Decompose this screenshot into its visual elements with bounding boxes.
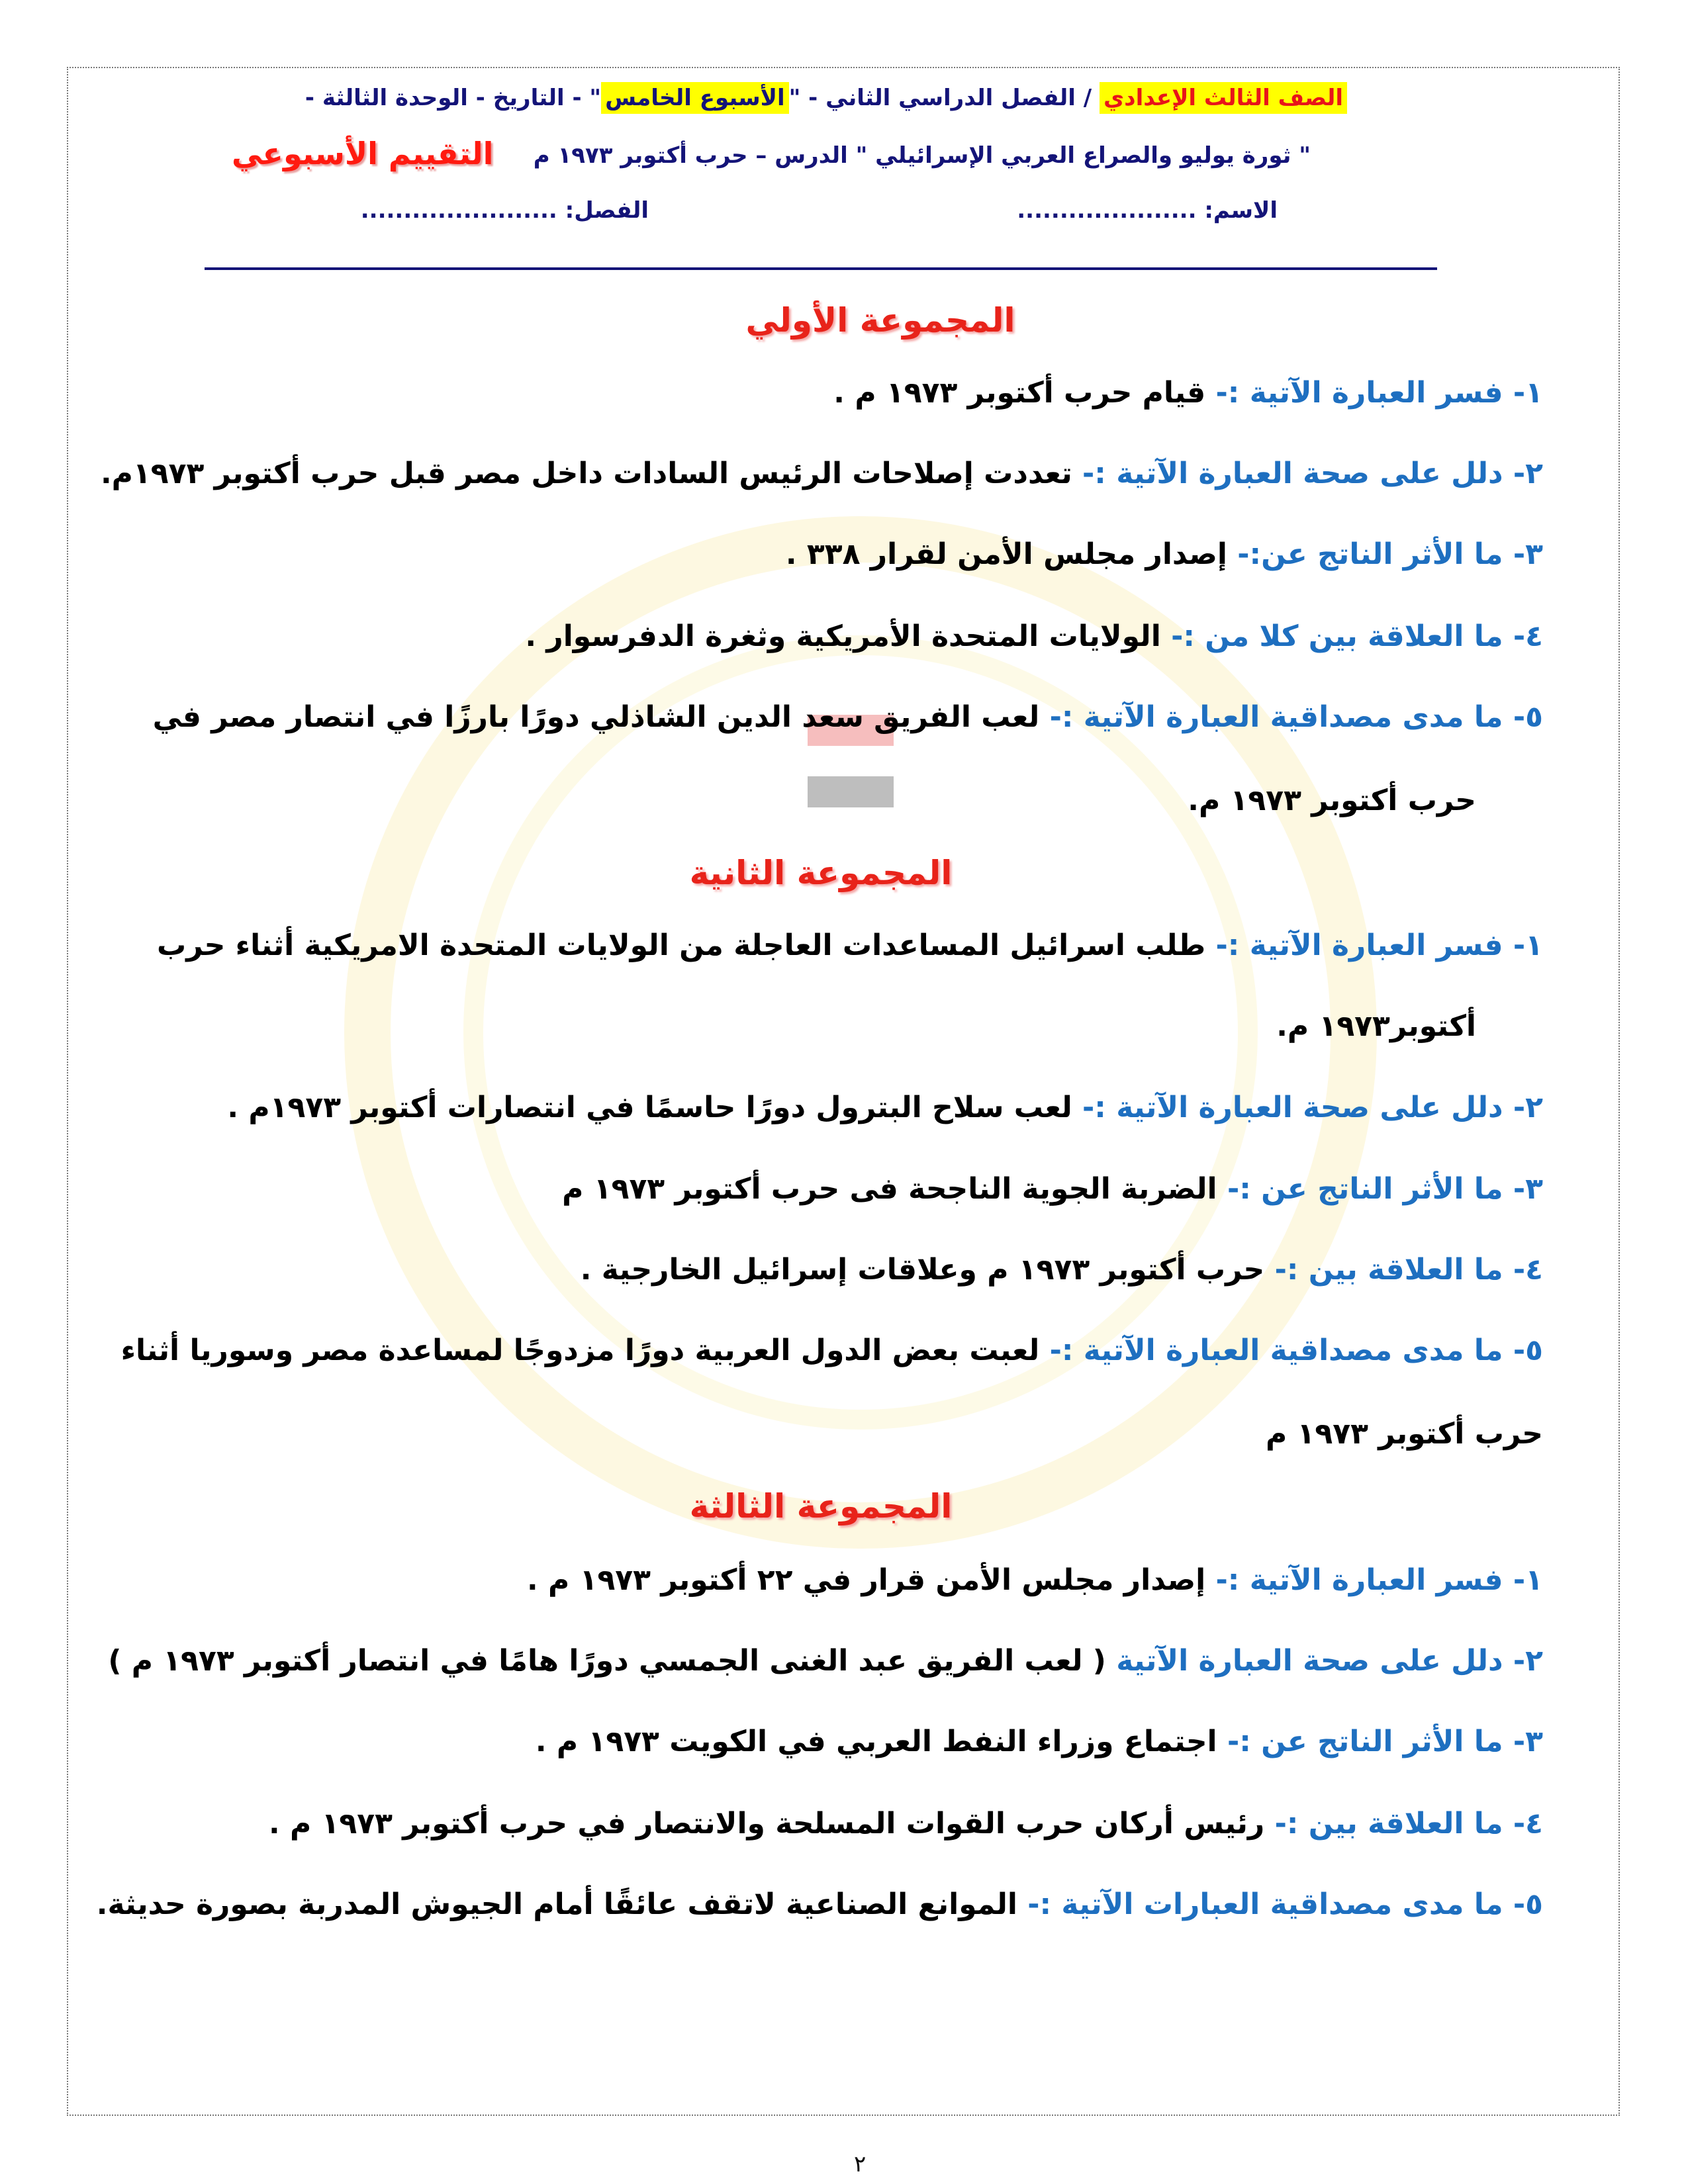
class-field: الفصل: ....................... (360, 197, 649, 224)
question-continuation: حرب أكتوبر ١٩٧٣ م. (1188, 784, 1476, 817)
week-label: الأسبوع الخامس (601, 82, 788, 114)
question: ٣- ما الأثر الناتج عن :- الضربة الجوية الناجحة فى حرب أكتوبر ١٩٧٣ م (562, 1172, 1543, 1206)
question: ٤- ما العلاقة بين كلا من :- الولايات المتحدة الأمريكية وثغرة الدفرسوار . (525, 619, 1543, 653)
header-line-1 (305, 85, 1347, 111)
group-title: المجموعة الثانية (689, 854, 953, 892)
question: ٤- ما العلاقة بين :- حرب أكتوبر ١٩٧٣ م وعلاقات إسرائيل الخارجية . (580, 1253, 1543, 1287)
question: ٥- ما مدى مصداقية العبارات الآتية :- الموانع الصناعية لاتقف عائقًا أمام الجيوش المدربة بصورة حديثة. (96, 1888, 1543, 1921)
group-title: المجموعة الأولي (745, 301, 1015, 340)
question: ٣- ما الأثر الناتج عن :- اجتماع وزراء النفط العربي في الكويت ١٩٧٣ م . (535, 1725, 1543, 1758)
separator: / (1075, 85, 1100, 111)
question: ٢- دلل على صحة العبارة الآتية :- تعددت إصلاحات الرئيس السادات داخل مصر قبل حرب أكتوبر ١٩٧٣م. (100, 457, 1543, 490)
name-field: الاسم: ..................... (1017, 197, 1278, 224)
question-continuation: أكتوبر١٩٧٣ م. (1276, 1009, 1476, 1043)
question: ٣- ما الأثر الناتج عن:- إصدار مجلس الأمن لقرار ٣٣٨ . (785, 537, 1543, 571)
lesson-title: " ثورة يوليو والصراع العربي الإسرائيلي " الدرس – حرب أكتوبر ١٩٧٣ م (533, 142, 1311, 169)
question-continuation: حرب أكتوبر ١٩٧٣ م (1265, 1417, 1543, 1451)
page-number: ٢ (854, 2151, 867, 2177)
question: ٥- ما مدى مصداقية العبارة الآتية :- لعبت بعض الدول العربية دورًا مزدوجًا لمساعدة مصر وسوريا أثناء (120, 1334, 1543, 1367)
subject-unit-label: " - التاريخ - الوحدة الثالثة - (305, 85, 602, 111)
term-label: الفصل الدراسي الثاني - " (788, 85, 1076, 111)
question: ١- فسر العبارة الآتية :- إصدار مجلس الأمن قرار في ٢٢ أكتوبر ١٩٧٣ م . (526, 1563, 1543, 1597)
question: ٤- ما العلاقة بين :- رئيس أركان حرب القوات المسلحة والانتصار في حرب أكتوبر ١٩٧٣ م . (268, 1807, 1543, 1841)
weekly-assessment-title: التقييم الأسبوعي (232, 136, 494, 171)
question: ٢- دلل على صحة العبارة الآتية :- لعب سلاح البترول دورًا حاسمًا في انتصارات أكتوبر ١٩٧٣م . (227, 1091, 1543, 1124)
question: ١- فسر العبارة الآتية :- طلب اسرائيل المساعدات العاجلة من الولايات المتحدة الامريكية أثناء حرب (157, 929, 1543, 962)
question: ٢- دلل على صحة العبارة الآتية ( لعب الفريق عبد الغنى الجمسي دورًا هامًا في انتصار أكتوبر ١٩٧٣ م ) (108, 1644, 1543, 1678)
grade-label: الصف الثالث الإعدادي (1100, 82, 1347, 114)
question: ٥- ما مدى مصداقية العبارة الآتية :- لعب الفريق سعد الدين الشاذلي دورًا بارزًا في انتصار مصر في (152, 700, 1543, 734)
group-title: المجموعة الثالثة (689, 1487, 953, 1525)
header-divider (205, 267, 1437, 270)
question: ١- فسر العبارة الآتية :- قيام حرب أكتوبر ١٩٧٣ م . (833, 376, 1543, 410)
